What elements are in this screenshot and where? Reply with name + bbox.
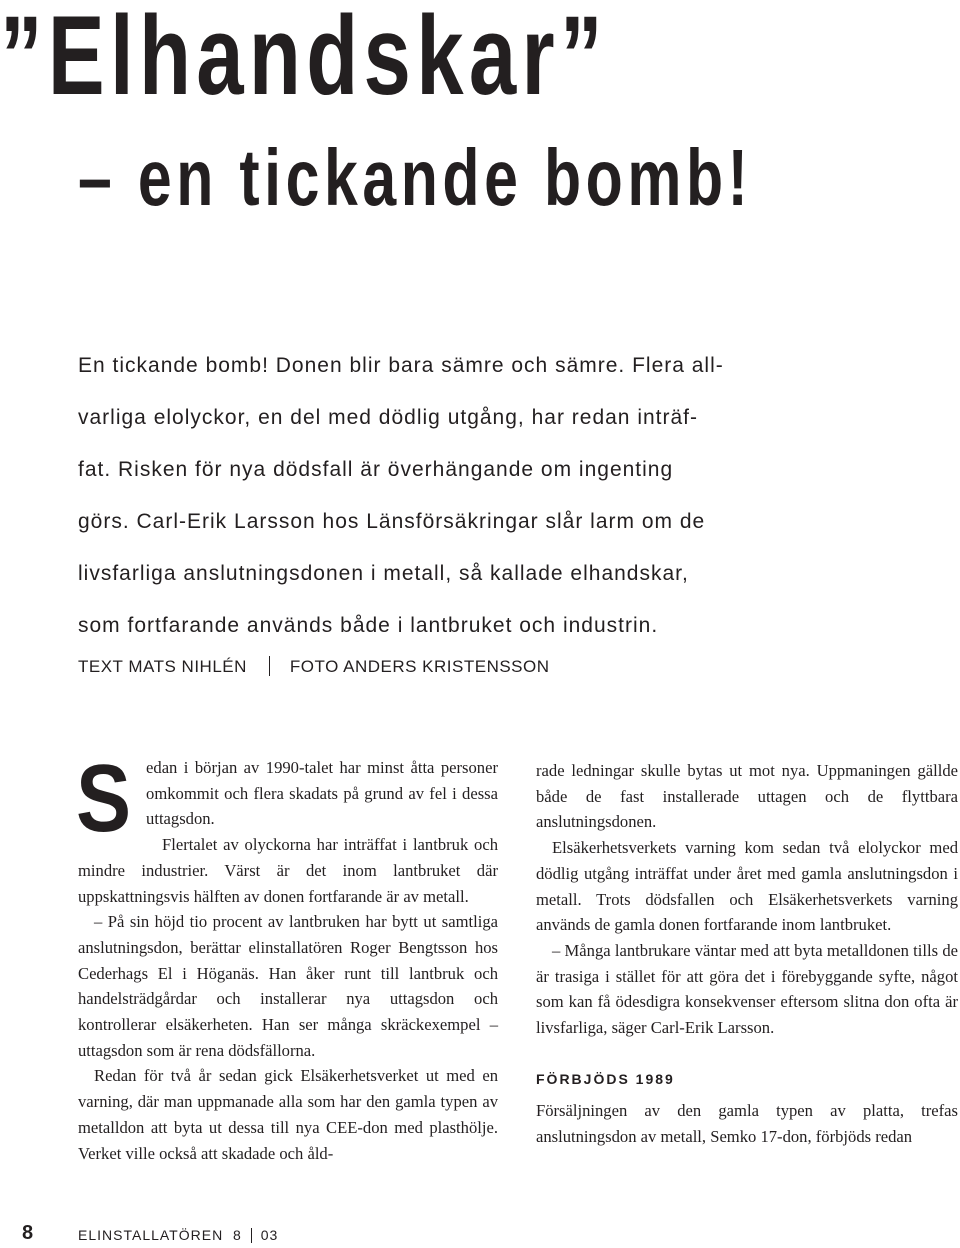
page-number: 8 xyxy=(22,1222,34,1244)
lede-line: En tickande bomb! Donen blir bara sämre och sämre. Flera all- xyxy=(78,354,724,377)
first-paragraph xyxy=(76,745,498,852)
body-paragraph: – Många lantbrukare väntar med att byta metalldonen tills de är trasiga i stället för att göra det i förebyggande syfte, något som kan få ödesdigra konsekvenser eftersom slitna don ofta är livsfarliga, säger Carl-Erik Larsson. xyxy=(536,940,958,1038)
body-paragraph: Elsäkerhetsverkets varning kom sedan två elolyckor med dödlig utgång inträffat under året med gamla anslutningsdon i metall. Trots dödsfallen och Elsäkerhetsverkets varning används de gamla donen fortfarande inom lantbruket. xyxy=(536,838,958,935)
body-paragraph: Redan för två år sedan gick Elsäkerhetsverket ut med en varning, där man uppmanade alla som har den gamla typen av metalldon att byta ut dessa till nya CEE-don med plasthölje. Verket ville också att skadade och åld- xyxy=(78,1066,498,1163)
article-lede xyxy=(78,340,838,652)
page-footer xyxy=(0,1222,960,1248)
byline-divider xyxy=(269,656,270,676)
article-column-right xyxy=(536,758,958,1150)
article-headline: ”Elhandskar” xyxy=(0,0,608,118)
body-paragraph: – På sin höjd tio procent av lantbruken har bytt ut samtliga anslutningsdon, berättar elinstallatören Roger Bengtsson hos Cederhags El i Höganäs. Han åker runt till lantbruk och handelsträdgårdar och installerar nya uttagsdon och kontrollerar elsäkerheten. Han ser många skräckexempel – uttagsdon som är rena dödsfällorna. xyxy=(78,912,498,1060)
byline-author: TEXT MATS NIHLÉN xyxy=(78,657,247,676)
article-column-left xyxy=(76,745,498,1166)
section-subheading: FÖRBJÖDS 1989 xyxy=(536,1070,675,1087)
body-paragraph: Flertalet av olyckorna har inträffat i lantbruk och mindre industrier. Värst är det inom lantbruket där uppskattningsvis hälften av donen fortfarande är av metall. xyxy=(78,835,498,906)
issue-year: 03 xyxy=(260,1227,279,1243)
lede-line: som fortfarande används både i lantbruket och industrin. xyxy=(78,614,659,637)
first-paragraph-text: edan i början av 1990-talet har minst åtta personer omkommit och flera skadats på grund av fel i dessa uttagsdon. xyxy=(146,758,498,829)
body-paragraph: rade ledningar skulle bytas ut mot nya. Uppmaningen gällde både de fast installerade uttagen och de flyttbara anslutningsdonen. xyxy=(536,761,958,832)
drop-cap: S xyxy=(76,745,132,852)
byline-photographer: FOTO ANDERS KRISTENSSON xyxy=(289,657,550,676)
body-paragraph: Försäljningen av den gamla typen av platta, trefas anslutningsdon av metall, Semko 17-don, förbjöds redan xyxy=(536,1101,958,1147)
lede-line: görs. Carl-Erik Larsson hos Länsförsäkringar slår larm om de xyxy=(78,510,706,533)
publication-name: ELINSTALLATÖREN xyxy=(78,1227,224,1243)
footer-divider xyxy=(251,1228,252,1243)
issue-number: 8 xyxy=(232,1227,242,1243)
lede-line: livsfarliga anslutningsdonen i metall, så kallade elhandskar, xyxy=(78,562,689,585)
publication-info xyxy=(78,1227,278,1243)
lede-line: varliga elolyckor, en del med dödlig utgång, har redan inträf- xyxy=(78,406,698,429)
article-subheadline: – en tickande bomb! xyxy=(78,133,753,222)
article-byline xyxy=(78,656,550,677)
lede-line: fat. Risken för nya dödsfall är överhängande om ingenting xyxy=(78,458,674,481)
